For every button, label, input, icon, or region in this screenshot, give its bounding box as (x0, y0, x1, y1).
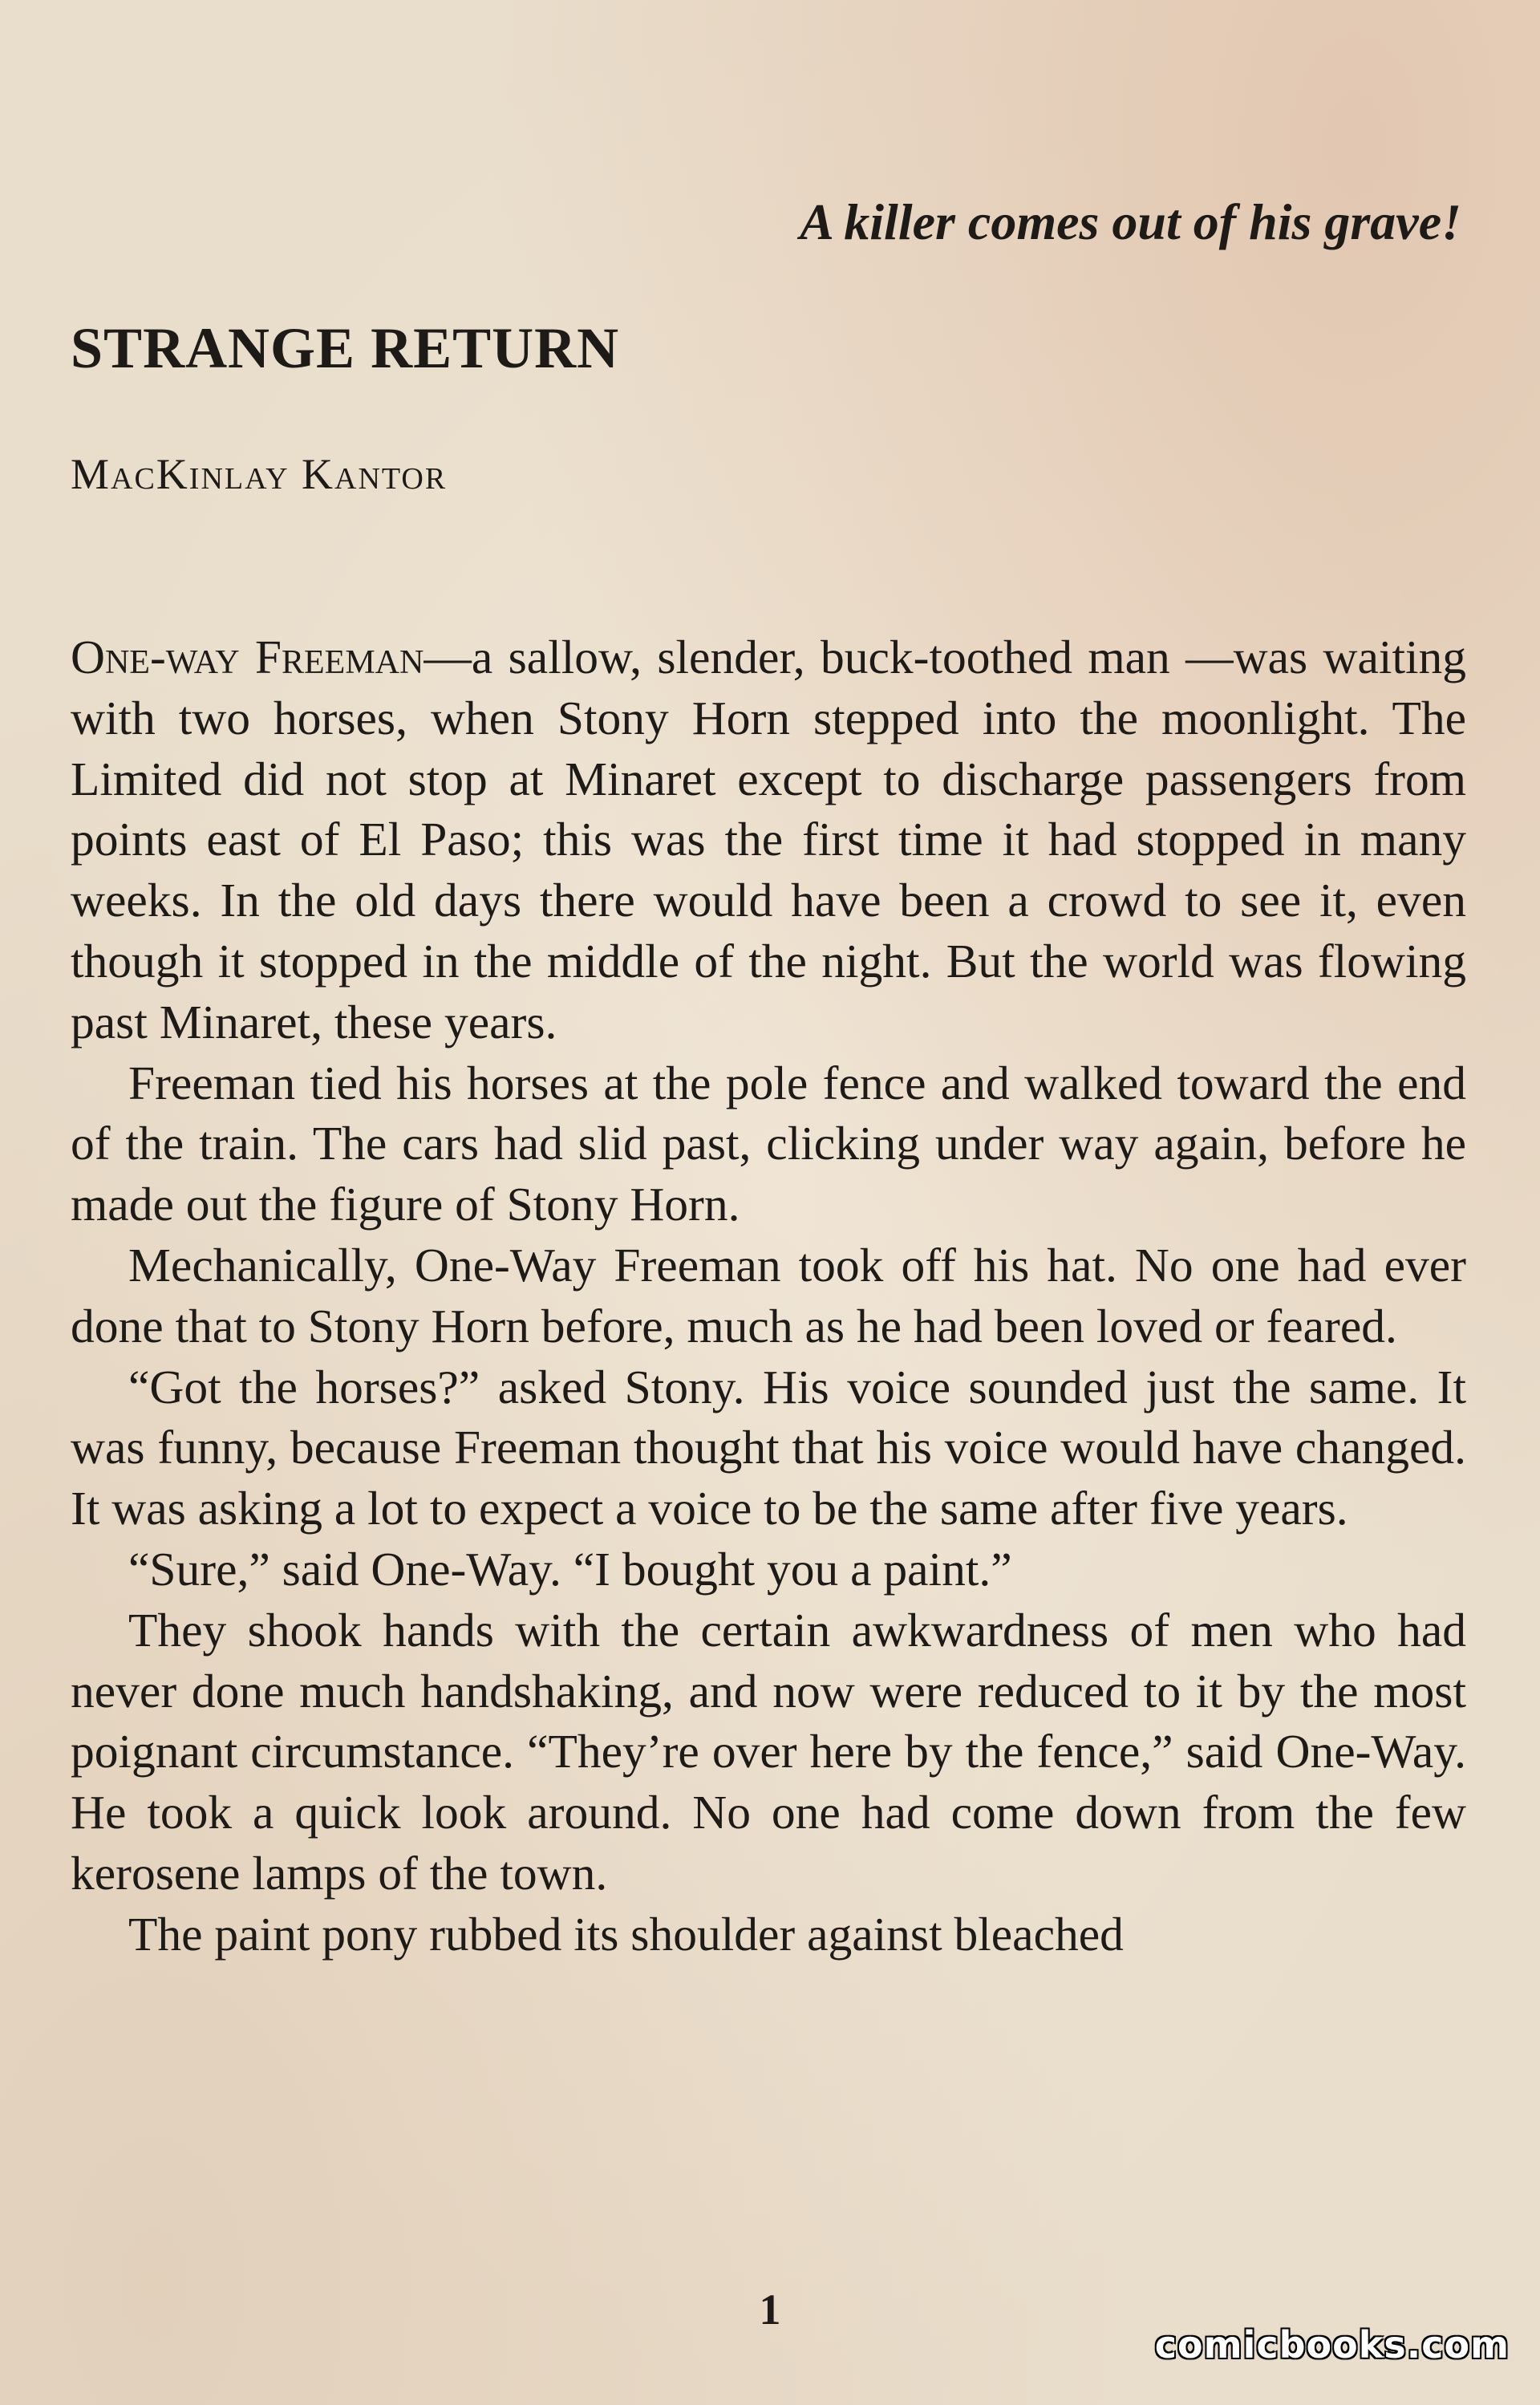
watermark: comicbooks.com (1154, 2323, 1510, 2366)
story-title: STRANGE RETURN (71, 316, 620, 380)
paragraph-2: Freeman tied his horses at the pole fence and walked toward the end of the train. The cars had slid past, clicking under way again, before he made out the figure of Stony Horn. (71, 1056, 1466, 1231)
paragraph-text: —a sallow, slender, buck-toothed man —was waiting with two horses, when Stony Horn stepped into the moonlight. The Limited did not stop at Minaret except to discharge passengers from points east of El Paso; this was the first time it had stopped in many weeks. In the old days there would have been a crowd to see it, even though it stopped in the middle of the night. But the world was flowing past Minaret, these years. (71, 631, 1467, 1048)
paragraph-6: They shook hands with the certain awkwardness of men who had never done much handshaking, and now were reduced to it by the most poignant circumstance. “They’re over here by the fence,” said One-Way. He took a quick look around. No one had come down from the few kerosene lamps of the town. (71, 1603, 1466, 1900)
page-number: 1 (759, 2285, 781, 2334)
story-body (71, 627, 1466, 1965)
paragraph-1 (71, 627, 1466, 1053)
paragraph-3: Mechanically, One-Way Freeman took off his hat. No one had ever done that to Stony Horn before, much as he had been loved or feared. (71, 1238, 1466, 1353)
paragraph-lead: One-way Freeman (71, 631, 424, 683)
paragraph-7: The paint pony rubbed its shoulder against bleached (128, 1907, 1124, 1961)
tagline: A killer comes out of his grave! (800, 193, 1461, 250)
paragraph-5: “Sure,” said One-Way. “I bought you a paint.” (128, 1542, 1012, 1596)
author-name: MacKinlay Kantor (71, 450, 448, 498)
paragraph-4: “Got the horses?” asked Stony. His voice sounded just the same. It was funny, because Freeman thought that his voice would have changed. It was asking a lot to expect a voice to be the same after five years. (71, 1360, 1466, 1535)
